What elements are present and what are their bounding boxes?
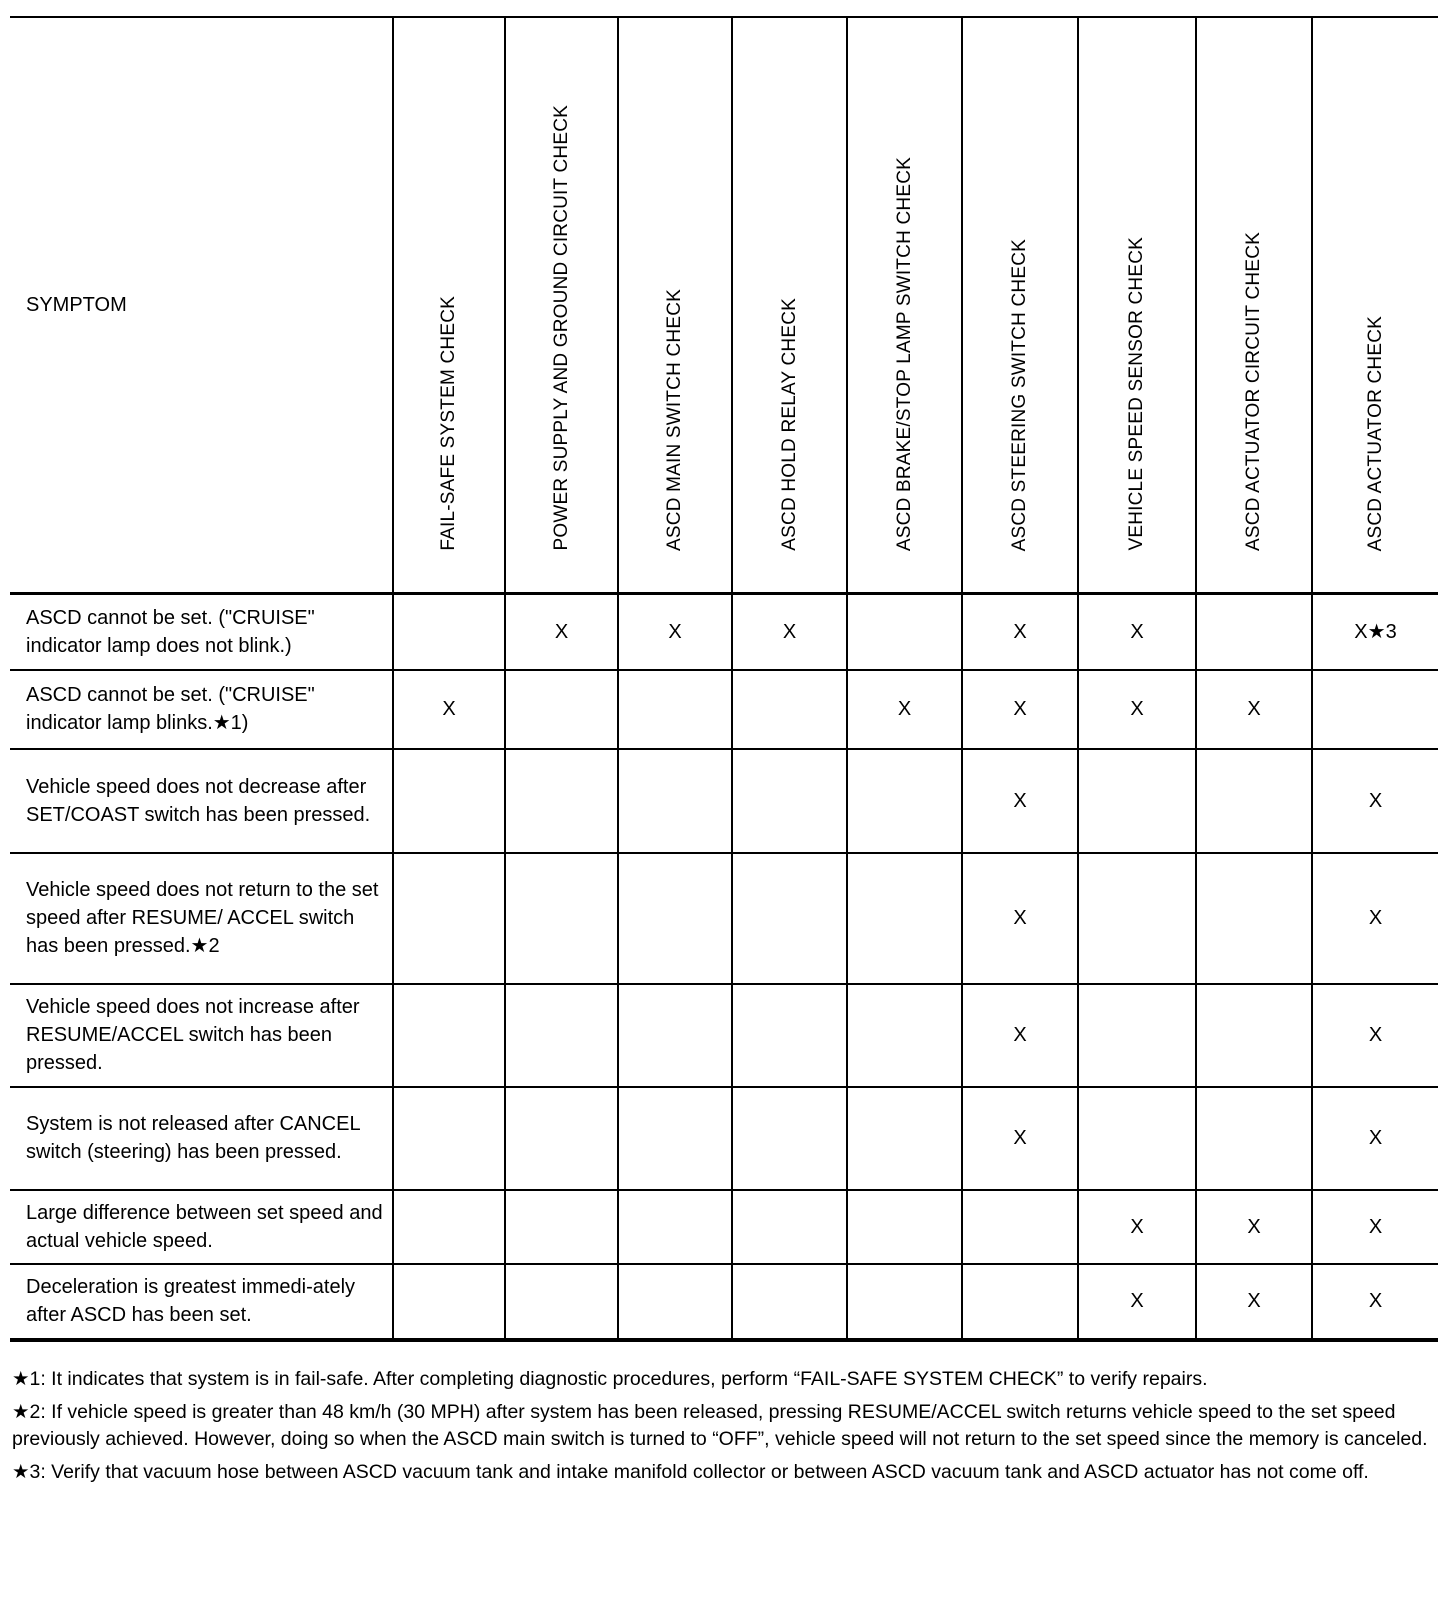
footnote-3: ★3: Verify that vacuum hose between ASCD vacuum tank and intake manifold collector or between ASCD vacuum tank and ASCD actuator has not come off.: [12, 1461, 1369, 1483]
check-mark-cell: X: [1196, 670, 1312, 749]
check-mark-cell: X: [847, 670, 962, 749]
check-mark-cell: X: [962, 749, 1078, 853]
table-row: [10, 749, 1438, 853]
symptom-cell: ASCD cannot be set. ("CRUISE" indicator lamp does not blink.): [10, 594, 393, 670]
check-mark-cell: X: [962, 853, 1078, 984]
check-mark-cell: X: [1078, 1264, 1196, 1340]
check-mark-cell: [732, 984, 847, 1087]
check-mark-cell: [1312, 670, 1438, 749]
table-row: [10, 1087, 1438, 1190]
check-mark-cell: [847, 853, 962, 984]
column-header-label: POWER SUPPLY AND GROUND CIRCUIT CHECK: [550, 105, 572, 551]
check-mark-cell: [847, 749, 962, 853]
check-mark-cell: [618, 853, 732, 984]
check-mark-cell: [1196, 853, 1312, 984]
check-mark-cell: X: [1196, 1264, 1312, 1340]
check-mark-cell: [505, 1264, 618, 1340]
column-header: [1312, 17, 1438, 594]
check-mark-cell: [1196, 749, 1312, 853]
check-mark-cell: [1078, 853, 1196, 984]
check-mark-cell: [618, 670, 732, 749]
check-mark-cell: [732, 1264, 847, 1340]
symptom-cell: Deceleration is greatest immedi-ately after ASCD has been set.: [10, 1264, 393, 1340]
check-mark-cell: X: [1312, 853, 1438, 984]
check-mark-cell: [393, 853, 505, 984]
check-mark-cell: X: [1078, 1190, 1196, 1264]
table-row: [10, 853, 1438, 984]
column-header-label: ASCD MAIN SWITCH CHECK: [664, 289, 685, 551]
check-mark-cell: [847, 1264, 962, 1340]
check-mark-cell: [505, 670, 618, 749]
column-header-label: FAIL-SAFE SYSTEM CHECK: [438, 296, 459, 551]
header-row: [10, 17, 1438, 594]
table-row: [10, 1190, 1438, 1264]
check-mark-cell: X: [1312, 1190, 1438, 1264]
check-mark-cell: [732, 1087, 847, 1190]
check-mark-cell: X: [393, 670, 505, 749]
check-mark-cell: X: [732, 594, 847, 670]
check-mark-cell: [618, 984, 732, 1087]
check-mark-cell: X: [1312, 749, 1438, 853]
check-mark-cell: [393, 984, 505, 1087]
column-header-label: ASCD ACTUATOR CHECK: [1364, 315, 1386, 551]
check-mark-cell: [505, 984, 618, 1087]
check-mark-cell: X: [505, 594, 618, 670]
table-row: [10, 1264, 1438, 1340]
check-mark-cell: [618, 1264, 732, 1340]
check-mark-cell: [505, 853, 618, 984]
check-mark-cell: [1196, 594, 1312, 670]
check-mark-cell: [505, 749, 618, 853]
check-mark-cell: X: [1078, 594, 1196, 670]
check-mark-cell: [732, 1190, 847, 1264]
column-header-label: VEHICLE SPEED SENSOR CHECK: [1126, 237, 1147, 551]
column-header: [1196, 17, 1312, 594]
check-mark-cell: X: [1312, 1264, 1438, 1340]
check-mark-cell: X: [1312, 1087, 1438, 1190]
check-mark-cell: [847, 1190, 962, 1264]
column-header-label: ASCD HOLD RELAY CHECK: [778, 298, 800, 551]
symptom-cell: Vehicle speed does not increase after RESUME/ACCEL switch has been pressed.: [10, 984, 393, 1087]
column-header-label: ASCD ACTUATOR CIRCUIT CHECK: [1243, 232, 1264, 551]
check-mark-cell: [393, 749, 505, 853]
check-mark-cell: [618, 749, 732, 853]
symptom-header: SYMPTOM: [10, 17, 393, 594]
check-mark-cell: [847, 594, 962, 670]
check-mark-cell: X: [618, 594, 732, 670]
symptom-cell: Large difference between set speed and actual vehicle speed.: [10, 1190, 393, 1264]
check-mark-cell: X: [962, 670, 1078, 749]
symptom-diagnosis-table: [10, 16, 1438, 1342]
symptom-cell: Vehicle speed does not decrease after SET/COAST switch has been pressed.: [10, 749, 393, 853]
check-mark-cell: [505, 1087, 618, 1190]
check-mark-cell: [962, 1190, 1078, 1264]
check-mark-cell: [962, 1264, 1078, 1340]
symptom-cell: ASCD cannot be set. ("CRUISE" indicator lamp blinks.★1): [10, 670, 393, 749]
footnote-1: ★1: It indicates that system is in fail-safe. After completing diagnostic procedures, perform “FAIL-SAFE SYSTEM CHECK” to verify repairs.: [12, 1368, 1208, 1390]
footnotes: [12, 1366, 1442, 1492]
table-row: [10, 984, 1438, 1087]
check-mark-cell: [732, 749, 847, 853]
check-mark-cell: [505, 1190, 618, 1264]
column-header: [393, 17, 505, 594]
check-mark-cell: [393, 1264, 505, 1340]
check-mark-cell: [1196, 1087, 1312, 1190]
check-mark-cell: X: [962, 984, 1078, 1087]
check-mark-cell: X★3: [1312, 594, 1438, 670]
check-mark-cell: [1078, 749, 1196, 853]
check-mark-cell: [393, 594, 505, 670]
footnote-2: ★2: If vehicle speed is greater than 48 km/h (30 MPH) after system has been released, pressing RESUME/ACCEL switch returns vehicle speed to the set speed previously achieved. However, doing so when the ASCD main switch is turned to “OFF”, vehicle speed will not return to the set speed since the memory is canceled.: [12, 1401, 1428, 1450]
table-row: [10, 670, 1438, 749]
check-mark-cell: [1078, 984, 1196, 1087]
check-mark-cell: [393, 1190, 505, 1264]
check-mark-cell: X: [1078, 670, 1196, 749]
check-mark-cell: [1196, 984, 1312, 1087]
column-header-label: ASCD STEERING SWITCH CHECK: [1009, 238, 1030, 551]
column-header: [732, 17, 847, 594]
symptom-cell: System is not released after CANCEL switch (steering) has been pressed.: [10, 1087, 393, 1190]
column-header-label: ASCD BRAKE/STOP LAMP SWITCH CHECK: [893, 156, 915, 551]
column-header: [962, 17, 1078, 594]
check-mark-cell: [618, 1087, 732, 1190]
check-mark-cell: [847, 1087, 962, 1190]
symptom-cell: Vehicle speed does not return to the set speed after RESUME/ ACCEL switch has been pressed.★2: [10, 853, 393, 984]
check-mark-cell: [847, 984, 962, 1087]
check-mark-cell: X: [1196, 1190, 1312, 1264]
check-mark-cell: [393, 1087, 505, 1190]
column-header: [1078, 17, 1196, 594]
check-mark-cell: X: [1312, 984, 1438, 1087]
column-header: [505, 17, 618, 594]
column-header: [847, 17, 962, 594]
check-mark-cell: [618, 1190, 732, 1264]
check-mark-cell: [1078, 1087, 1196, 1190]
table-row: [10, 594, 1438, 670]
check-mark-cell: X: [962, 1087, 1078, 1190]
column-header: [618, 17, 732, 594]
check-mark-cell: [732, 670, 847, 749]
check-mark-cell: [732, 853, 847, 984]
check-mark-cell: X: [962, 594, 1078, 670]
